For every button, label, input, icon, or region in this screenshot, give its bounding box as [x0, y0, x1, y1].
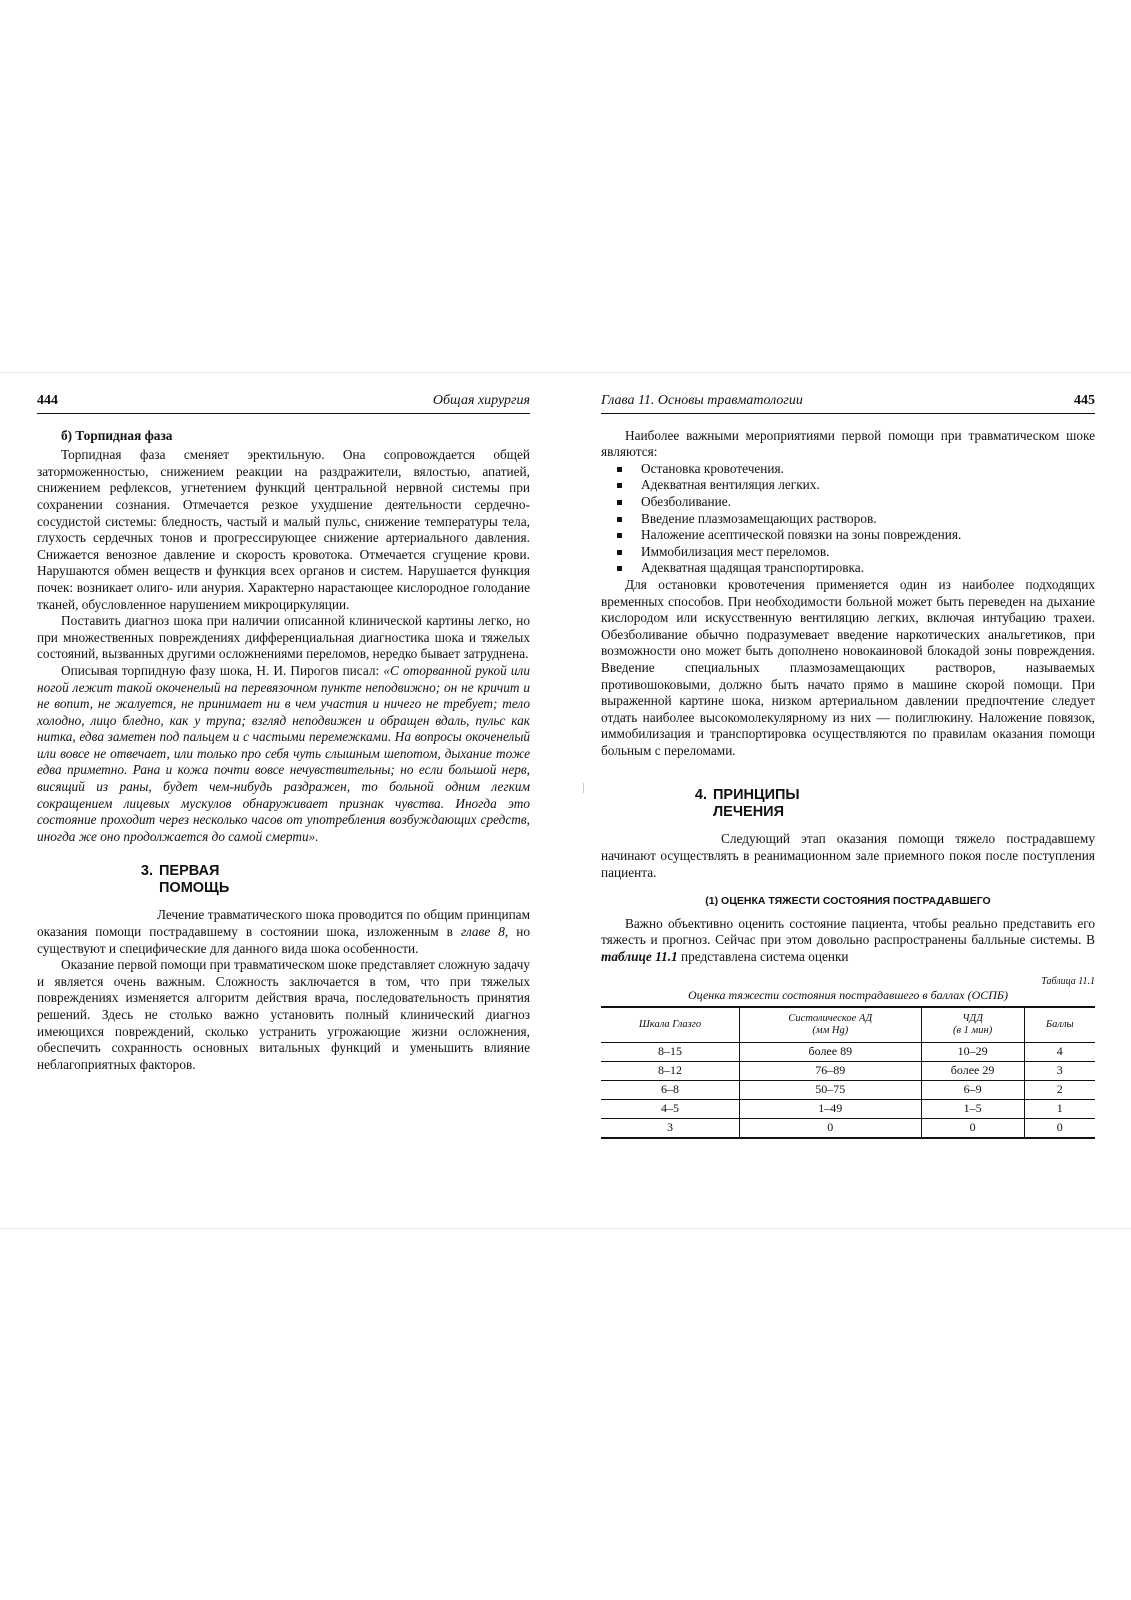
pirogov-quote: «С оторванной рукой или ногой лежит такой окоченелый на перевязочном пункте неподвижно; он не кричит и не вопит, не жалуется, не принимает ни в чем участия и ничего не требует; тело холодно, лицо бледно, как у трупа; взгляд неподвижен и обращен вдаль, пульс как нитка, едва заметен под пальцем и с частыми перемежками. На вопросы окоченелый или вовсе не отвечает, или только про себя чуть слышным шепотом, дыхание тоже едва приметно. Рана и кожа почти вовсе нечувствительны; но если большой нерв, висящий из раны, будет чем-нибудь раздражен, то больной одним легким сокращением лицевых мускулов обнаруживает признак чувства. Иногда это состояние проходит через несколько часов от употребления возбуждающих средств, иногда же оно продолжается до самой смерти».	[37, 662, 531, 844]
table-label: Таблица 11.1	[1041, 975, 1095, 987]
table-cell: 0	[921, 1118, 1024, 1138]
table-cell: 8–12	[601, 1061, 739, 1080]
first-aid-measures-list	[601, 461, 1095, 577]
list-item: Введение плазмозамещающих растворов.	[611, 511, 1095, 528]
list-item: Адекватная вентиляция легких.	[611, 477, 1095, 494]
section-4-title-line2: ЛЕЧЕНИЯ	[713, 804, 785, 821]
diagnosis-paragraph: Поставить диагноз шока при наличии описанной клинической картины легко, но при множественных повреждениях дифференциальная диагностика шока и тяжелых состояний, вызванных другими осложнениями переломов, нередко бывает затруднена.	[37, 613, 530, 662]
column-header-resp-rate: ЧДД (в 1 мин)	[921, 1007, 1024, 1043]
table-cell: более 29	[921, 1061, 1024, 1080]
table-row	[601, 1099, 1095, 1118]
table-cell: 0	[1024, 1118, 1095, 1138]
table-row	[601, 1080, 1095, 1099]
table-cell: 3	[1024, 1061, 1095, 1080]
table-caption: Оценка тяжести состояния пострадавшего в баллах (ОСПБ)	[687, 987, 1008, 1002]
pirogov-paragraph	[37, 663, 530, 846]
book-spread	[0, 372, 1131, 1229]
ospb-score-table	[601, 1006, 1095, 1139]
right-page	[601, 393, 1095, 1139]
column-header-systolic-bp: Систолическое АД (мм Hg)	[739, 1007, 921, 1043]
pirogov-intro: Описывая торпидную фазу шока, Н. И. Пирогов писал:	[61, 662, 384, 678]
first-aid-paragraph: Оказание первой помощи при травматическом шоке представляет сложную задачу и является очень важным. Сложность заключается в том, что при тяжелых повреждениях изменяется алгоритм действия врача, последовательность принятия решений. Здесь не столько важно установить полный клинический диагноз имеющихся повреждений, сколько устранить угрожающие жизни осложнения, обеспечить сохранность основных витальных функций и уменьшить влияние неблагоприятных факторов.	[37, 957, 530, 1072]
table-cell: 4	[1024, 1042, 1095, 1061]
section-3-title-line1: ПЕРВАЯ	[159, 863, 220, 880]
right-page-header	[601, 393, 1095, 414]
column-header-points: Баллы	[1024, 1007, 1095, 1043]
table-cell: 2	[1024, 1080, 1095, 1099]
table-cell: 4–5	[601, 1099, 739, 1118]
table-header-row	[601, 1007, 1095, 1043]
section-4-title-line1: ПРИНЦИПЫ	[713, 787, 800, 804]
table-cell: 10–29	[921, 1042, 1024, 1061]
table-cell: 8–15	[601, 1042, 739, 1061]
table-cell: 0	[739, 1118, 921, 1138]
left-page	[37, 393, 530, 1073]
section-3-number: 3.	[140, 863, 153, 880]
bleeding-control-paragraph: Для остановки кровотечения применяется один из наиболее подходящих временных способов. При необходимости больной может быть переведен на дыхание кислородом или искусственную вентиляцию легких, включая интубацию трахеи. Обезболивание обычно подразумевает введение наркотических анальгетиков, при возможности оно может быть дополнено новокаиновой блокадой зоны повреждения. Введение специальных плазмозамещающих растворов, называемых противошоковыми, должно быть начато прямо в машине скорой помощи. При выраженной картине шока, низком артериальном давлении предпочтение следует отдать наиболее высокомолекулярному из них — полиглюкину. Наложение повязок, иммобилизация и транспортировка осуществляются по правилам оказания помощи больным с переломами.	[601, 576, 1095, 758]
table-cell: более 89	[739, 1042, 921, 1061]
section-3-title-line2: ПОМОЩЬ	[159, 880, 230, 897]
shock-treatment-text-a: Лечение травматического шока проводится по общим принципам оказания помощи пострадавшему в состоянии шока, изложенным в	[37, 907, 530, 940]
assessment-paragraph	[601, 916, 1095, 966]
table-cell: 1–49	[739, 1099, 921, 1118]
first-aid-measures-intro: Наиболее важными мероприятиями первой помощи при травматическом шоке являются:	[601, 427, 1095, 460]
table-row	[601, 1061, 1095, 1080]
table-cell: 6–9	[921, 1080, 1024, 1099]
left-running-title: Общая хирургия	[432, 393, 530, 408]
list-item: Наложение асептической повязки на зоны повреждения.	[611, 527, 1095, 544]
section-4-heading	[601, 787, 1095, 821]
table-row	[601, 1042, 1095, 1061]
next-stage-paragraph: Следующий этап оказания помощи тяжело пострадавшему начинают осуществлять в реанимационном зале приемного покоя после поступления пациента.	[601, 831, 1095, 880]
assessment-text-a: Важно объективно оценить состояние пациента, чтобы реально представить его тяжесть и прогноз. Сейчас при этом довольно распространены балльные системы. В	[601, 915, 1095, 948]
table-11-1-reference: таблице 11.1	[601, 949, 678, 965]
assessment-text-b: представлена система оценки	[677, 949, 849, 965]
table-cell: 6–8	[601, 1080, 739, 1099]
torpid-phase-subheading: б) Торпидная фаза	[61, 427, 173, 443]
shock-treatment-text-b: , но существуют и специфические для данного вида шока особенности.	[37, 924, 530, 956]
table-cell: 3	[601, 1118, 739, 1138]
left-page-header	[37, 393, 530, 414]
left-page-number: 444	[37, 393, 58, 408]
right-running-title: Глава 11. Основы травматологии	[601, 393, 803, 408]
right-page-number: 445	[1074, 393, 1095, 408]
section-3-heading	[37, 863, 530, 897]
list-item: Иммобилизация мест переломов.	[611, 544, 1095, 561]
list-item: Адекватная щадящая транспортировка.	[611, 560, 1095, 577]
chapter-8-reference: главе 8	[460, 924, 505, 940]
column-header-glasgow: Шкала Глазго	[601, 1007, 739, 1043]
list-item: Обезболивание.	[611, 494, 1095, 511]
assessment-subheading: (1) ОЦЕНКА ТЯЖЕСТИ СОСТОЯНИЯ ПОСТРАДАВШЕГО	[705, 895, 991, 908]
torpid-phase-paragraph: Торпидная фаза сменяет эректильную. Она сопровождается общей заторможенностью, снижением реакции на раздражители, вялостью, апатией, снижением рефлексов, угнетением функций центральной нервной системы при сохранении сознания. Отмечается резкое ухудшение деятельности сердечно-сосудистой системы: бледность, частый и малый пульс, снижение температуры тела, глухость сердечных тонов и прогрессирующее снижение артериального давления. Снижается венозное давление и скорость кровотока. Отмечается сгущение крови. Нарушаются обмен веществ и функция всех органов и систем. Нарушается функция почек: возникает олиго- или анурия. Характерно нарастающее кислородное голодание тканей, обусловленное нарушением микроциркуляции.	[37, 447, 530, 612]
gutter-mark	[583, 783, 584, 793]
table-cell: 50–75	[739, 1080, 921, 1099]
table-cell: 76–89	[739, 1061, 921, 1080]
section-4-number: 4.	[694, 787, 707, 804]
table-cell: 1	[1024, 1099, 1095, 1118]
table-cell: 1–5	[921, 1099, 1024, 1118]
table-row	[601, 1118, 1095, 1138]
shock-treatment-paragraph	[37, 907, 530, 957]
list-item: Остановка кровотечения.	[611, 461, 1095, 478]
